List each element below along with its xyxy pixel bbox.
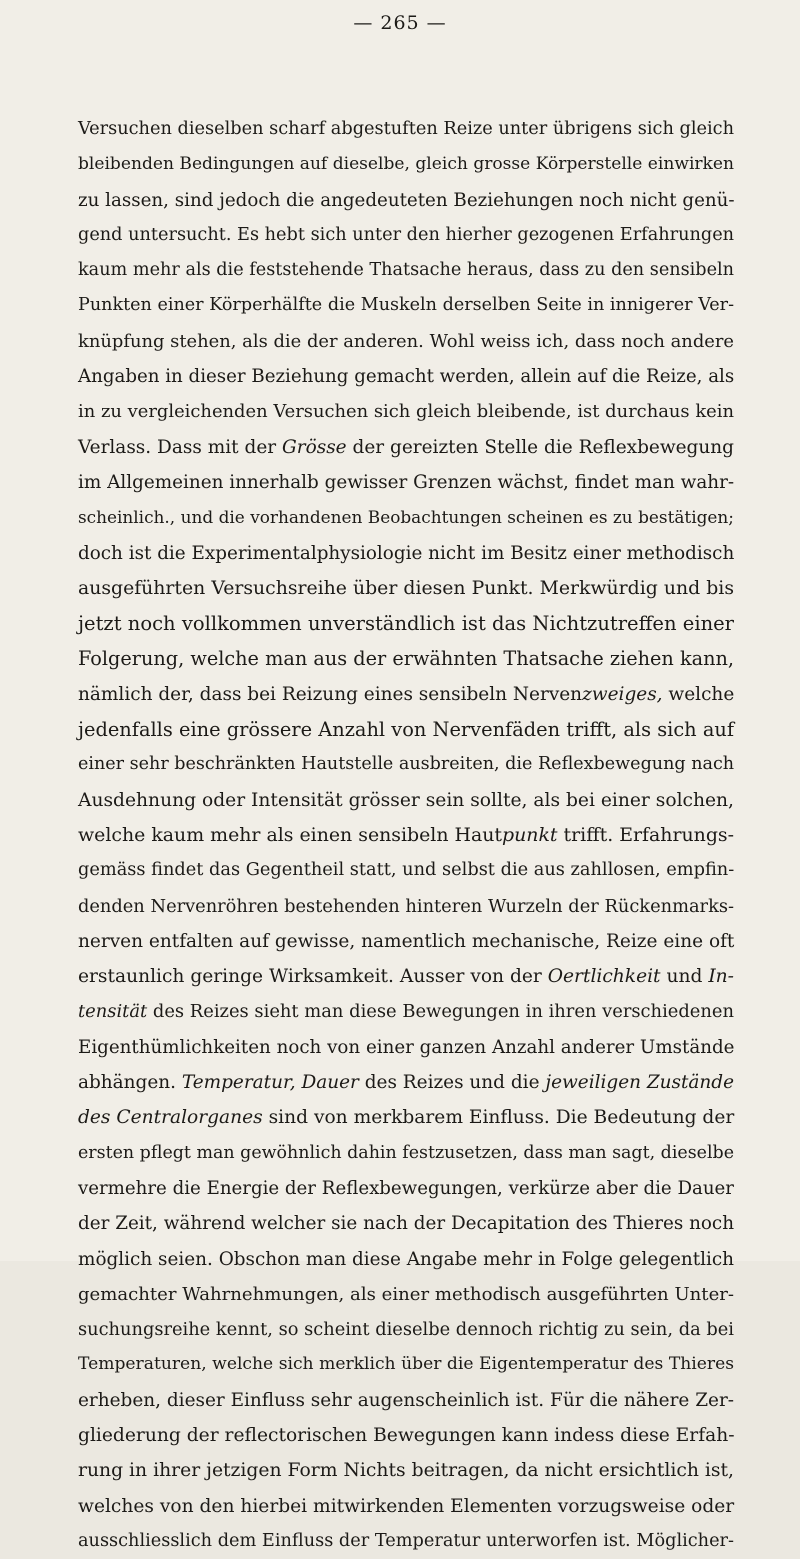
text-line (78, 394, 734, 429)
text-segment: gend untersucht. Es hebt sich unter den hierher gezogenen Erfahrungen (78, 224, 735, 245)
text-segment: welche kaum mehr als einen sensibeln Haut (78, 823, 503, 846)
text-line (78, 147, 734, 182)
text-segment: im Allgemeinen innerhalb gewisser Grenzen wächst, findet man wahr- (78, 471, 735, 493)
text-segment: gliederung der reflectorischen Bewegungen kann indess diese Erfah- (78, 1424, 735, 1446)
text-segment: nerven entfalten auf gewisse, namentlich mechanische, Reize eine oft (78, 930, 735, 952)
text-segment: Temperaturen, welche sich merklich über die Eigentemperatur des Thieres (78, 1354, 734, 1375)
text-line (78, 853, 734, 888)
text-line (78, 1030, 734, 1065)
text-segment: der gereizten Stelle die Reflexbewegung (346, 436, 734, 458)
text-segment: Ausdehnung oder Intensität grösser sein sollte, als bei einer solchen, (78, 789, 734, 811)
text-line (78, 1242, 734, 1277)
text-segment: ausschliesslich dem Einfluss der Temperatur unterworfen ist. Möglicher- (78, 1530, 734, 1551)
emphasized-text: tensität (78, 1001, 148, 1023)
text-line (78, 677, 734, 712)
text-segment: ausgeführten Versuchsreihe über diesen Punkt. Merkwürdig und bis (78, 577, 734, 599)
text-line (78, 606, 734, 641)
text-line (78, 1206, 734, 1241)
text-line (78, 712, 734, 747)
text-segment: gemachter Wahrnehmungen, als einer methodisch ausgeführten Unter- (78, 1283, 734, 1305)
text-segment: möglich seien. Obschon man diese Angabe mehr in Folge gelegentlich (78, 1248, 734, 1270)
text-line (78, 1383, 734, 1418)
text-segment: denden Nervenröhren bestehenden hinteren Wurzeln der Rückenmarks- (78, 895, 734, 917)
text-segment: gemäss findet das Gegentheil statt, und selbst die aus zahllosen, empfin- (78, 860, 735, 881)
text-line (78, 1171, 734, 1206)
text-line (78, 183, 734, 218)
text-line (78, 430, 734, 465)
text-segment: Punkten einer Körperhälfte die Muskeln derselben Seite in innigerer Ver- (78, 295, 734, 316)
text-segment: vermehre die Energie der Reflexbewegungen, verkürze aber die Dauer (78, 1177, 734, 1199)
text-line (78, 253, 734, 288)
text-segment: des Reizes und die (358, 1072, 546, 1094)
text-segment: jetzt noch vollkommen unverständlich ist das Nichtzutreffen einer (78, 612, 734, 636)
emphasized-text: Oertlichkeit (547, 966, 661, 988)
text-segment: trifft. Erfahrungs- (557, 823, 735, 846)
text-line (78, 1065, 734, 1100)
text-segment: rung in ihrer jetzigen Form Nichts beitragen, da nicht ersichtlich ist, (78, 1460, 734, 1482)
page-number: — 265 — (353, 12, 447, 34)
text-segment: Verlass. Dass mit der (78, 436, 283, 458)
text-line (78, 536, 734, 571)
text-line (78, 1136, 734, 1171)
text-segment: Versuchen dieselben scharf abgestuften Reize unter übrigens sich gleich (78, 119, 734, 139)
emphasized-text: zweiges, (582, 683, 663, 705)
text-line (78, 1453, 734, 1488)
text-segment: des Reizes sieht man diese Bewegungen in ihren verschiedenen (147, 1001, 734, 1023)
text-segment: knüpfung stehen, als die der anderen. Wohl weiss ich, dass noch andere (78, 330, 734, 352)
text-segment: Angaben in dieser Beziehung gemacht werden, allein auf die Reize, als (78, 366, 735, 388)
text-line (78, 500, 734, 535)
emphasized-text: In- (708, 966, 734, 988)
page-header (0, 12, 800, 34)
text-line (78, 641, 734, 676)
text-segment: abhängen. (78, 1072, 182, 1094)
text-line (78, 994, 734, 1029)
text-line (78, 1524, 734, 1559)
body-text (78, 112, 734, 1559)
text-line (78, 1312, 734, 1347)
text-segment: bleibenden Bedingungen auf dieselbe, gleich grosse Körperstelle einwirken (78, 154, 734, 175)
emphasized-text: Temperatur, Dauer (181, 1072, 359, 1094)
text-line (78, 218, 734, 253)
text-segment: Folgerung, welche man aus der erwähnten Thatsache ziehen kann, (78, 647, 734, 671)
text-line (78, 359, 734, 394)
text-segment: nämlich der, dass bei Reizung eines sensibeln Nerven (78, 683, 583, 705)
text-line (78, 465, 734, 500)
text-segment: der Zeit, während welcher sie nach der Decapitation des Thieres noch (78, 1213, 735, 1235)
emphasized-text: jeweiligen Zustände (545, 1072, 734, 1094)
emphasized-text: des Centralorganes (78, 1107, 263, 1129)
text-segment: doch ist die Experimentalphysiologie nicht im Besitz einer methodisch (78, 542, 735, 564)
text-segment: scheinlich., und die vorhandenen Beobachtungen scheinen es zu bestätigen; (78, 507, 734, 528)
text-segment: kaum mehr als die feststehende Thatsache heraus, dass zu den sensibeln (78, 260, 734, 281)
emphasized-text: punkt (502, 823, 558, 846)
text-segment: suchungsreihe kennt, so scheint dieselbe dennoch richtig zu sein, da bei (78, 1319, 734, 1341)
text-segment: welches von den hierbei mitwirkenden Elementen vorzugsweise oder (78, 1495, 735, 1517)
text-segment: erheben, dieser Einfluss sehr augenscheinlich ist. Für die nähere Zer- (78, 1389, 734, 1411)
text-line (78, 288, 734, 323)
text-line (78, 1100, 734, 1135)
text-line (78, 571, 734, 606)
text-line (78, 889, 734, 924)
text-line (78, 112, 734, 147)
text-line (78, 1277, 734, 1312)
text-segment: erstaunlich geringe Wirksamkeit. Ausser von der (78, 966, 548, 988)
text-line (78, 1489, 734, 1524)
text-segment: ersten pflegt man gewöhnlich dahin festzusetzen, dass man sagt, dieselbe (78, 1142, 734, 1163)
text-line (78, 1347, 734, 1382)
emphasized-text: Grösse (282, 436, 347, 458)
text-line (78, 959, 734, 994)
text-segment: und (660, 966, 709, 988)
text-line (78, 324, 734, 359)
text-line (78, 783, 734, 818)
text-line (78, 1418, 734, 1453)
text-segment: welche (662, 683, 735, 705)
text-segment: in zu vergleichenden Versuchen sich gleich bleibende, ist durchaus kein (78, 401, 734, 423)
text-segment: zu lassen, sind jedoch die angedeuteten Beziehungen noch nicht genü- (78, 189, 735, 211)
text-segment: jedenfalls eine grössere Anzahl von Nervenfäden trifft, als sich auf (78, 718, 734, 742)
text-segment: Eigenthümlichkeiten noch von einer ganzen Anzahl anderer Umstände (78, 1036, 735, 1058)
text-line (78, 747, 734, 782)
text-line (78, 818, 734, 853)
text-segment: einer sehr beschränkten Hautstelle ausbreiten, die Reflexbewegung nach (78, 754, 735, 775)
text-line (78, 924, 734, 959)
text-segment: sind von merkbarem Einfluss. Die Bedeutung der (262, 1107, 735, 1129)
